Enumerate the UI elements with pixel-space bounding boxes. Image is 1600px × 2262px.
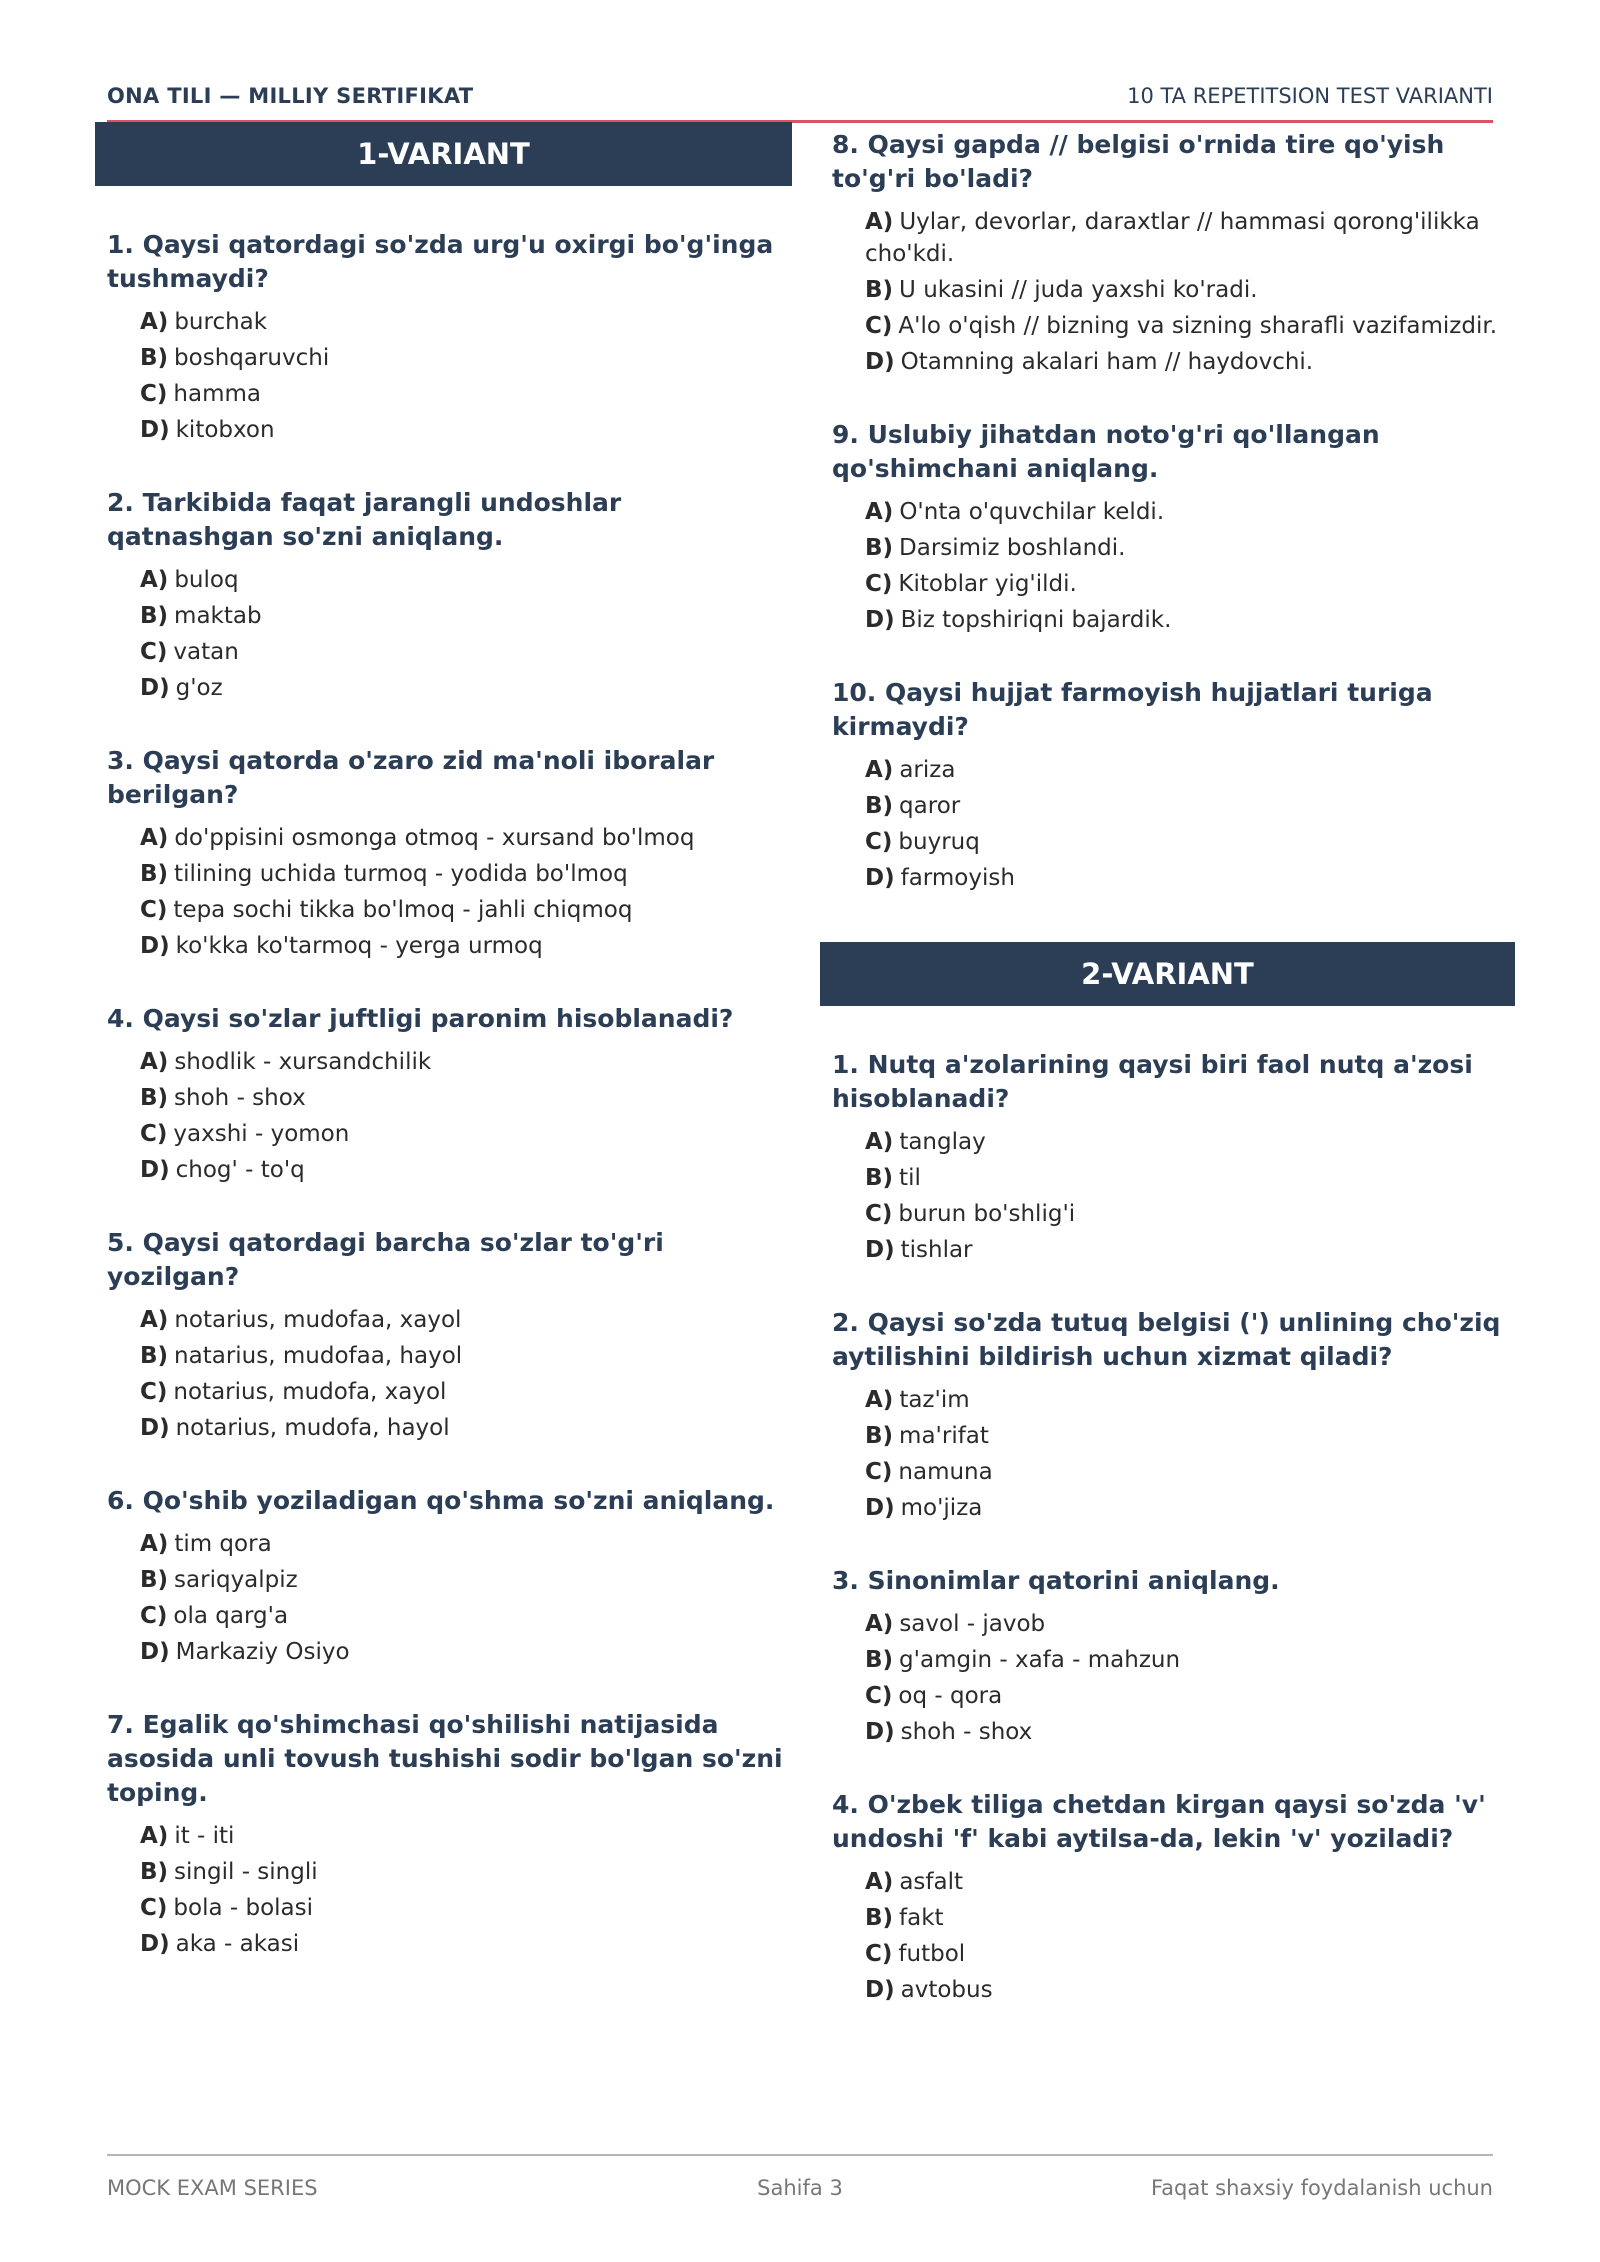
answer-options — [832, 1866, 1515, 2006]
option-text: natarius, mudofaa, hayol — [174, 1343, 463, 1369]
option-letter: D) — [865, 1237, 895, 1263]
option-text: do'ppisini osmonga otmoq - xursand bo'lmoq — [174, 825, 695, 851]
variant-banner: 2-VARIANT — [820, 942, 1515, 1006]
option-text: fakt — [899, 1905, 944, 1931]
answer-options — [832, 1384, 1515, 1524]
answer-options — [832, 206, 1515, 378]
question-text: 4. Qaysi so'zlar juftligi paronim hisoblanadi? — [107, 1004, 734, 1033]
answer-options — [107, 306, 792, 446]
answer-option — [865, 532, 1515, 564]
option-letter: C) — [140, 639, 168, 665]
page-header — [107, 78, 1493, 123]
answer-option — [140, 1046, 792, 1078]
answer-option — [865, 1126, 1515, 1158]
option-letter: A) — [865, 1387, 894, 1413]
option-text: namuna — [898, 1459, 993, 1485]
option-text: singil - singli — [174, 1859, 318, 1885]
option-text: Darsimiz boshlandi. — [899, 535, 1126, 561]
answer-options — [107, 1528, 792, 1668]
question — [820, 418, 1515, 636]
header-subject-title: ONA TILI — MILLIY SERTIFIKAT — [107, 84, 474, 108]
answer-option — [865, 1234, 1515, 1266]
option-letter: B) — [865, 1905, 894, 1931]
option-letter: A) — [865, 757, 894, 783]
answer-option — [140, 1820, 792, 1852]
option-text: Uylar, devorlar, daraxtlar // hammasi qorong'ilikka cho'kdi. — [865, 209, 1480, 267]
option-text: buloq — [174, 567, 239, 593]
answer-option — [140, 1928, 792, 1960]
option-text: savol - javob — [899, 1611, 1046, 1637]
answer-option — [140, 1892, 792, 1924]
option-letter: D) — [140, 1157, 170, 1183]
answer-option — [865, 1420, 1515, 1452]
option-text: Kitoblar yig'ildi. — [898, 571, 1077, 597]
option-text: ariza — [899, 757, 956, 783]
option-letter: D) — [140, 1639, 170, 1665]
answer-option — [865, 1902, 1515, 1934]
option-letter: C) — [140, 1895, 168, 1921]
answer-option — [140, 930, 792, 962]
option-text: farmoyish — [900, 865, 1015, 891]
option-text: g'oz — [175, 675, 223, 701]
question — [95, 744, 792, 962]
option-letter: D) — [865, 1495, 895, 1521]
option-letter: C) — [140, 1603, 168, 1629]
answer-option — [140, 1564, 792, 1596]
answer-option — [140, 378, 792, 410]
option-letter: C) — [865, 1459, 893, 1485]
answer-options — [832, 496, 1515, 636]
question-text: 1. Nutq a'zolarining qaysi biri faol nutq a'zosi hisoblanadi? — [832, 1050, 1473, 1113]
answer-options — [107, 564, 792, 704]
footer-usage-note: Faqat shaxsiy foydalanish uchun — [1151, 2176, 1493, 2200]
option-letter: D) — [140, 1415, 170, 1441]
answer-options — [107, 1046, 792, 1186]
option-letter: D) — [865, 1977, 895, 2003]
answer-option — [140, 342, 792, 374]
option-letter: D) — [140, 1931, 170, 1957]
option-letter: B) — [140, 1085, 169, 1111]
answer-option — [865, 346, 1515, 378]
answer-option — [865, 310, 1515, 342]
answer-option — [140, 1340, 792, 1372]
question-text: 2. Tarkibida faqat jarangli undoshlar qatnashgan so'zni aniqlang. — [107, 488, 622, 551]
option-letter: B) — [140, 1343, 169, 1369]
question — [95, 1226, 792, 1444]
option-text: A'lo o'qish // bizning va sizning sharafli vazifamizdir. — [898, 313, 1498, 339]
answer-option — [140, 894, 792, 926]
answer-options — [107, 1304, 792, 1444]
answer-option — [865, 1866, 1515, 1898]
option-text: burchak — [174, 309, 268, 335]
option-letter: A) — [865, 1611, 894, 1637]
option-letter: A) — [140, 309, 169, 335]
option-text: Otamning akalari ham // haydovchi. — [900, 349, 1314, 375]
answer-option — [865, 1492, 1515, 1524]
option-text: shoh - shox — [174, 1085, 306, 1111]
option-letter: B) — [865, 535, 894, 561]
answer-options — [107, 1820, 792, 1960]
question — [820, 1564, 1515, 1748]
answer-option — [140, 306, 792, 338]
option-letter: A) — [865, 499, 894, 525]
option-letter: C) — [865, 313, 893, 339]
option-text: tim qora — [174, 1531, 272, 1557]
question-text: 6. Qo'shib yoziladigan qo'shma so'zni aniqlang. — [107, 1486, 775, 1515]
answer-option — [865, 604, 1515, 636]
answer-option — [865, 826, 1515, 858]
option-text: yaxshi - yomon — [173, 1121, 350, 1147]
answer-option — [140, 1528, 792, 1560]
option-letter: D) — [865, 349, 895, 375]
option-text: bola - bolasi — [173, 1895, 314, 1921]
answer-option — [865, 1162, 1515, 1194]
answer-option — [140, 1118, 792, 1150]
answer-option — [140, 858, 792, 890]
option-text: hamma — [173, 381, 261, 407]
option-text: taz'im — [899, 1387, 970, 1413]
answer-option — [140, 1412, 792, 1444]
footer-page-number: Sahifa 3 — [757, 2176, 843, 2200]
option-letter: B) — [140, 1859, 169, 1885]
option-letter: C) — [140, 897, 168, 923]
variant-banner: 1-VARIANT — [95, 122, 792, 186]
option-text: buyruq — [898, 829, 980, 855]
question-text: 1. Qaysi qatordagi so'zda urg'u oxirgi bo'g'inga tushmaydi? — [107, 230, 774, 293]
option-text: it - iti — [174, 1823, 235, 1849]
answer-option — [865, 1644, 1515, 1676]
option-text: mo'jiza — [900, 1495, 983, 1521]
question-text: 3. Qaysi qatorda o'zaro zid ma'noli iboralar berilgan? — [107, 746, 715, 809]
option-text: sariqyalpiz — [174, 1567, 298, 1593]
answer-option — [140, 1304, 792, 1336]
option-letter: C) — [865, 1941, 893, 1967]
option-letter: D) — [865, 607, 895, 633]
option-text: kitobxon — [175, 417, 275, 443]
answer-option — [865, 1384, 1515, 1416]
question — [95, 486, 792, 704]
option-text: oq - qora — [898, 1683, 1003, 1709]
option-letter: C) — [865, 1201, 893, 1227]
option-text: O'nta o'quvchilar keldi. — [899, 499, 1165, 525]
question — [820, 1306, 1515, 1524]
option-text: notarius, mudofa, xayol — [173, 1379, 447, 1405]
option-letter: A) — [865, 1869, 894, 1895]
option-letter: C) — [865, 571, 893, 597]
question — [820, 1788, 1515, 2006]
option-text: shoh - shox — [900, 1719, 1033, 1745]
option-letter: B) — [140, 345, 169, 371]
option-text: tishlar — [900, 1237, 973, 1263]
answer-option — [865, 1680, 1515, 1712]
answer-option — [865, 1608, 1515, 1640]
option-text: avtobus — [900, 1977, 993, 2003]
option-letter: B) — [140, 1567, 169, 1593]
answer-option — [865, 206, 1515, 270]
option-text: chog' - to'q — [175, 1157, 305, 1183]
answer-option — [140, 600, 792, 632]
question-text: 7. Egalik qo'shimchasi qo'shilishi natijasida asosida unli tovush tushishi sodir bo'lgan so'zni toping. — [107, 1710, 783, 1807]
option-text: ko'kka ko'tarmoq - yerga urmoq — [175, 933, 543, 959]
answer-option — [865, 1716, 1515, 1748]
option-text: Markaziy Osiyo — [175, 1639, 350, 1665]
option-letter: D) — [865, 865, 895, 891]
answer-option — [865, 862, 1515, 894]
option-letter: B) — [140, 861, 169, 887]
answer-option — [865, 1974, 1515, 2006]
option-text: shodlik - xursandchilik — [174, 1049, 432, 1075]
option-letter: B) — [865, 1165, 894, 1191]
answer-options — [832, 754, 1515, 894]
answer-option — [865, 1456, 1515, 1488]
option-text: futbol — [898, 1941, 966, 1967]
question-text: 9. Uslubiy jihatdan noto'g'ri qo'llangan qo'shimchani aniqlang. — [832, 420, 1380, 483]
option-letter: A) — [140, 825, 169, 851]
answer-option — [140, 822, 792, 854]
answer-option — [865, 496, 1515, 528]
option-letter: A) — [140, 1307, 169, 1333]
answer-option — [865, 790, 1515, 822]
answer-option — [140, 1856, 792, 1888]
footer-series: MOCK EXAM SERIES — [107, 2176, 318, 2200]
option-text: burun bo'shlig'i — [898, 1201, 1076, 1227]
question-text: 10. Qaysi hujjat farmoyish hujjatlari turiga kirmaydi? — [832, 678, 1433, 741]
option-text: Biz topshiriqni bajardik. — [900, 607, 1172, 633]
option-letter: A) — [140, 1823, 169, 1849]
answer-option — [140, 672, 792, 704]
option-letter: D) — [140, 417, 170, 443]
option-text: notarius, mudofaa, xayol — [174, 1307, 462, 1333]
option-letter: C) — [140, 381, 168, 407]
question — [95, 228, 792, 446]
option-letter: C) — [140, 1379, 168, 1405]
option-text: vatan — [173, 639, 239, 665]
question-text: 5. Qaysi qatordagi barcha so'zlar to'g'ri yozilgan? — [107, 1228, 664, 1291]
answer-options — [832, 1126, 1515, 1266]
question — [95, 1484, 792, 1668]
question — [95, 1002, 792, 1186]
option-text: ma'rifat — [899, 1423, 989, 1449]
option-letter: B) — [865, 277, 894, 303]
question — [820, 128, 1515, 378]
option-text: tanglay — [899, 1129, 986, 1155]
option-text: aka - akasi — [175, 1931, 300, 1957]
option-text: maktab — [174, 603, 262, 629]
option-letter: B) — [140, 603, 169, 629]
question-text: 4. O'zbek tiliga chetdan kirgan qaysi so'zda 'v' undoshi 'f' kabi aytilsa-da, lekin 'v' yoziladi? — [832, 1790, 1486, 1853]
question — [820, 1048, 1515, 1266]
answer-option — [140, 1082, 792, 1114]
option-text: notarius, mudofa, hayol — [175, 1415, 450, 1441]
question-text: 3. Sinonimlar qatorini aniqlang. — [832, 1566, 1280, 1595]
option-text: tepa sochi tikka bo'lmoq - jahli chiqmoq — [173, 897, 633, 923]
option-letter: B) — [865, 793, 894, 819]
answer-option — [865, 568, 1515, 600]
answer-option — [865, 274, 1515, 306]
option-letter: D) — [140, 933, 170, 959]
answer-option — [140, 1600, 792, 1632]
option-letter: C) — [140, 1121, 168, 1147]
option-letter: A) — [140, 1531, 169, 1557]
question-text: 8. Qaysi gapda // belgisi o'rnida tire qo'yish to'g'ri bo'ladi? — [832, 130, 1445, 193]
option-text: U ukasini // juda yaxshi ko'radi. — [899, 277, 1258, 303]
option-text: tilining uchida turmoq - yodida bo'lmoq — [174, 861, 628, 887]
answer-option — [865, 1938, 1515, 1970]
option-text: til — [899, 1165, 921, 1191]
option-text: ola qarg'a — [173, 1603, 289, 1629]
answer-option — [140, 414, 792, 446]
answer-option — [140, 564, 792, 596]
answer-option — [140, 1636, 792, 1668]
header-series-title: 10 TA REPETITSION TEST VARIANTI — [1127, 84, 1493, 108]
right-column — [820, 122, 1515, 2006]
question-text: 2. Qaysi so'zda tutuq belgisi (') unlining cho'ziq aytilishini bildirish uchun xizmat qiladi? — [832, 1308, 1501, 1371]
option-text: g'amgin - xafa - mahzun — [899, 1647, 1181, 1673]
answer-option — [140, 1154, 792, 1186]
option-letter: A) — [140, 567, 169, 593]
answer-options — [107, 822, 792, 962]
option-text: asfalt — [899, 1869, 963, 1895]
answer-options — [832, 1608, 1515, 1748]
option-letter: A) — [865, 1129, 894, 1155]
option-text: boshqaruvchi — [174, 345, 330, 371]
option-letter: C) — [865, 1683, 893, 1709]
page-footer — [107, 2154, 1493, 2216]
answer-option — [865, 754, 1515, 786]
option-letter: A) — [865, 209, 894, 235]
answer-option — [865, 1198, 1515, 1230]
answer-option — [140, 1376, 792, 1408]
question — [820, 676, 1515, 894]
option-text: qaror — [899, 793, 961, 819]
option-letter: B) — [865, 1647, 894, 1673]
option-letter: A) — [140, 1049, 169, 1075]
option-letter: D) — [140, 675, 170, 701]
option-letter: B) — [865, 1423, 894, 1449]
answer-option — [140, 636, 792, 668]
option-letter: C) — [865, 829, 893, 855]
left-column — [95, 122, 792, 1960]
question — [95, 1708, 792, 1960]
option-letter: D) — [865, 1719, 895, 1745]
